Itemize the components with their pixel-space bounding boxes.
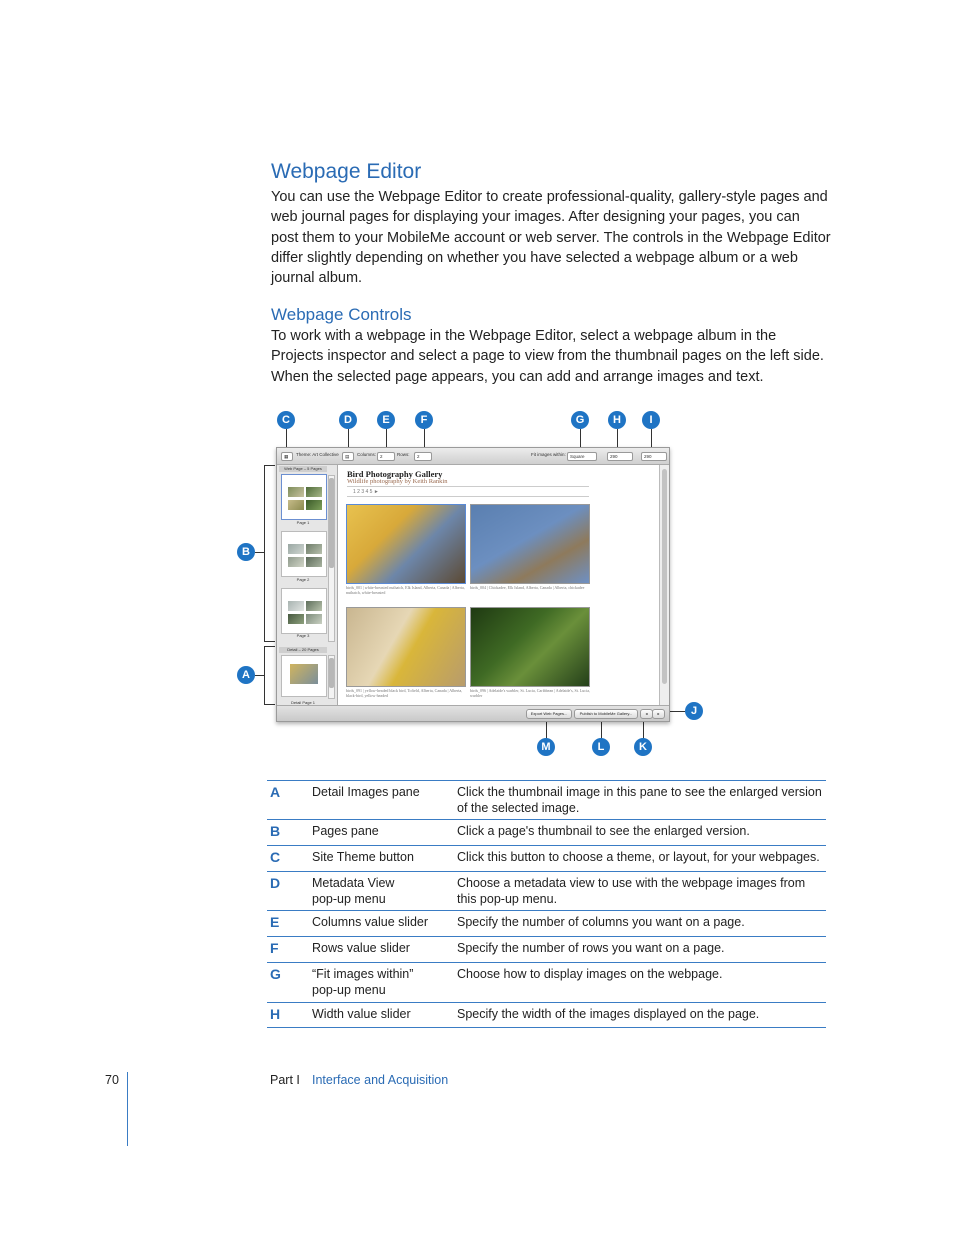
caption-3: birds_091 | yellow-headed black bird, Tofield, Alberta, Canada | Alberta, black-bird, yellow-headed [346,688,463,698]
callout-m: M [537,738,555,756]
controls-table [267,780,826,1028]
callout-g: G [571,411,589,429]
gallery-title[interactable]: Bird Photography Gallery [347,469,443,479]
theme-icon: ▦ [284,454,289,459]
row-description: Choose how to display images on the webpage. [457,967,723,981]
rows-label: Rows: [397,452,410,457]
table-row [267,845,826,871]
web-pages-header: Web Page – 5 Pages [279,466,327,472]
rows-value-slider[interactable]: 2 [414,452,432,461]
callout-h: H [608,411,626,429]
row-term: Rows value slider [312,941,410,955]
page-number: 70 [105,1073,119,1087]
row-letter: D [270,875,281,891]
row-description: Choose a metadata view to use with the webpage images from this pop-up menu. [457,876,806,906]
detail-scrollbar[interactable] [328,655,335,699]
editor-bottom-bar [277,705,669,721]
footer-part-title: Interface and Acquisition [312,1073,449,1087]
photo-nuthatch[interactable] [346,504,466,584]
fit-images-popup[interactable]: Square [567,452,597,461]
height-value-slider[interactable]: 290 [641,452,667,461]
section-heading: Webpage Controls [271,305,412,324]
metadata-icon: ▤ [345,454,350,459]
fit-images-label: Fit images within: [531,452,566,457]
controls-paragraph: To work with a webpage in the Webpage Editor, select a webpage album in the Projects inspector and select a page to view from the thumbnail pages on the left side. When the selected page appears, you can add and arrange images and text. [271,328,824,385]
next-page-button[interactable] [652,709,665,719]
callout-j: J [685,702,703,720]
photo-chickadee[interactable] [470,504,590,584]
pages-pane [277,465,338,705]
callout-c: C [277,411,295,429]
row-term: “Fit images within” pop-up menu [312,967,414,997]
row-term: Detail Images pane [312,785,420,799]
caption-4: birds_096 | Adelaide's warbler, St. Lucia, Caribbean | Adelaide's, St. Lucia, warbler [470,688,590,698]
callout-b: B [237,543,255,561]
callout-d: D [339,411,357,429]
table-row [267,910,826,936]
page-2-label: Page 2 [296,577,310,582]
export-web-pages-button[interactable]: Export Web Pages... [526,709,572,719]
row-letter: B [270,823,281,839]
page-thumbnail-3[interactable] [281,588,327,634]
table-row [267,1002,826,1028]
callout-f: F [415,411,433,429]
row-letter: C [270,849,281,865]
publish-mobileme-button[interactable]: Publish to MobileMe Gallery... [574,709,638,719]
row-description: Click this button to choose a theme, or layout, for your webpages. [457,850,820,864]
row-description: Click the thumbnail image in this pane to see the enlarged version of the selected image. [457,785,822,815]
forward-arrow-icon: ▸ [657,711,660,716]
row-description: Specify the number of columns you want on a page. [457,915,745,929]
photo-warbler[interactable] [470,607,590,687]
row-term: Columns value slider [312,915,429,929]
webpage-editor-window [276,447,670,722]
row-description: Specify the width of the images displayed on the page. [457,1007,760,1021]
detail-pages-header: Detail – 20 Pages [279,647,327,653]
row-term: Pages pane [312,824,379,838]
columns-label: Columns: [357,452,377,457]
row-term: Width value slider [312,1007,411,1021]
back-arrow-icon: ◂ [645,711,648,716]
row-description: Click a page's thumbnail to see the enlarged version. [457,824,750,838]
table-row [267,871,826,910]
page-navigation[interactable]: 1 2 3 4 5 ► [353,489,379,495]
columns-value-slider[interactable]: 2 [377,452,395,461]
gallery-subtitle[interactable]: Wildlife photography by Keith Rankin [347,478,448,485]
canvas-scrollbar[interactable] [659,465,669,705]
page-1-label: Page 1 [296,520,310,525]
row-letter: E [270,914,280,930]
callout-a: A [237,666,255,684]
caption-2: birds_004 | Chickadee, Elk Island, Alberta, Canada | Alberta, chickadee [470,585,585,590]
caption-1: birds_001 | white-breasted nuthatch, Elk Island, Alberta, Canada | Alberta, nuthatch, white-breasted [346,585,465,595]
footer-part: Part I [270,1073,300,1087]
page-heading: Webpage Editor [271,160,422,183]
width-value-slider[interactable]: 290 [607,452,633,461]
table-row [267,936,826,962]
webpage-canvas [338,465,659,705]
row-letter: G [270,966,281,982]
callout-e: E [377,411,395,429]
pages-scrollbar[interactable] [328,475,335,642]
metadata-view-popup[interactable] [342,452,354,461]
footer-rule [127,1072,128,1146]
theme-label: Theme: Art Collective [296,452,339,457]
row-letter: A [270,784,281,800]
callout-l: L [592,738,610,756]
site-theme-button[interactable] [281,452,293,461]
row-letter: F [270,940,279,956]
detail-page-label: Detail Page 1 [290,700,315,705]
table-row [267,819,826,845]
callout-i: I [642,411,660,429]
page-3-label: Page 3 [296,633,310,638]
callout-k: K [634,738,652,756]
table-row [267,780,826,819]
row-term: Metadata View pop-up menu [312,876,395,906]
editor-toolbar [277,448,669,465]
detail-thumbnail[interactable] [281,655,327,697]
page-thumbnail-1[interactable] [281,474,327,520]
photo-blackbird[interactable] [346,607,466,687]
row-term: Site Theme button [312,850,414,864]
intro-paragraph: You can use the Webpage Editor to create professional-quality, gallery-style pages and web journal pages for displaying your images. After designing your pages, you can post them to your MobileMe account or web server. The controls in the Webpage Editor differ slightly depending on whether you have selected a webpage album or a web journal album. [271,189,831,287]
row-letter: H [270,1006,281,1022]
row-description: Specify the number of rows you want on a page. [457,941,725,955]
page-thumbnail-2[interactable] [281,531,327,577]
table-row [267,962,826,1002]
